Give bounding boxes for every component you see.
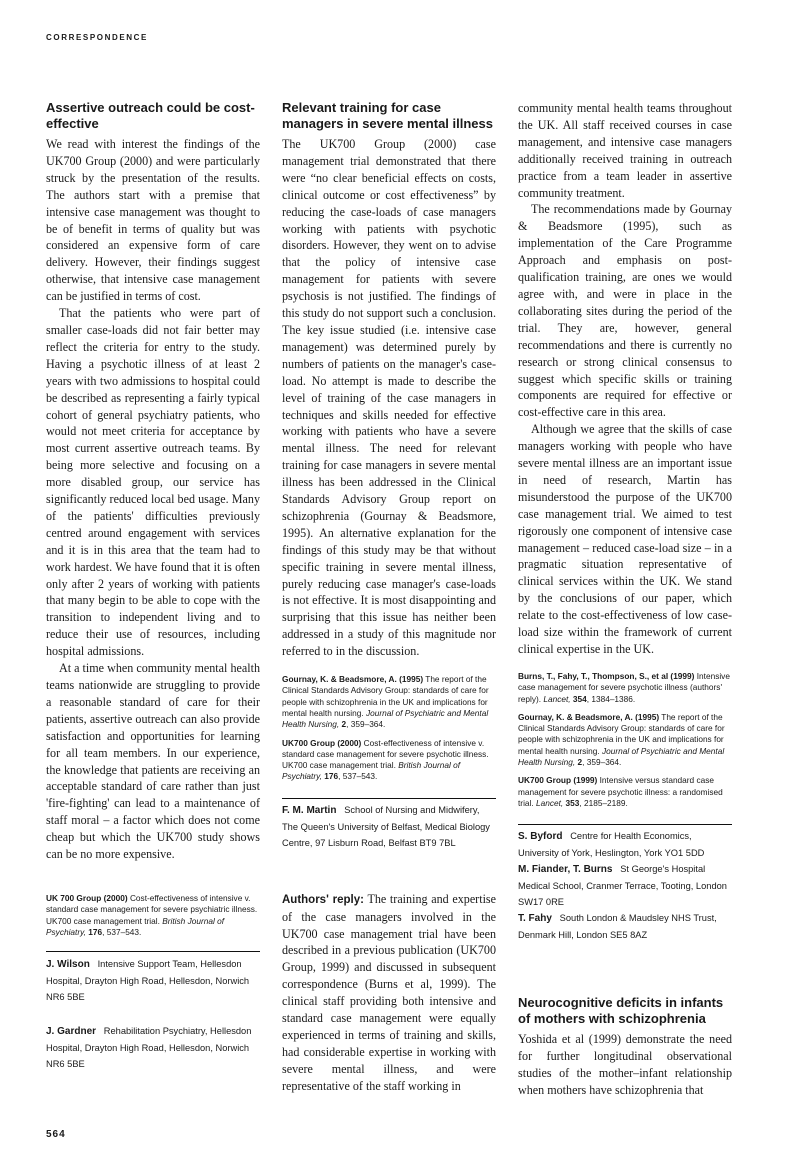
ref-pages: , 359–364. — [346, 719, 386, 730]
ref-journal: British Journal of Psychiatry, — [46, 915, 225, 937]
author-affiliation — [518, 861, 732, 910]
ref-text: The report of the Clinical Standards Advisory Group: standards of care for people with schizophrenia in the UK and implications for mental health nursing. — [282, 674, 489, 718]
author-address: Intensive Support Team, Hellesdon Hospital, Drayton High Road, Hellesdon, Norwich NR6 5BE — [46, 959, 250, 1003]
ref-volume: 353 — [565, 797, 580, 808]
divider — [46, 951, 260, 952]
divider — [282, 798, 496, 799]
paragraph: community mental health teams throughout the UK. All staff received courses in case management, and intensive case managers additionally received training in outreach practice from a team leader in assertive community treatment. — [518, 101, 732, 200]
author-address: St George's Hospital Medical School, Cranmer Terrace, Tooting, London SW17 0RE — [518, 864, 727, 908]
author-name: J. Gardner — [46, 1026, 97, 1038]
reference — [46, 893, 260, 938]
author-affiliation — [518, 910, 732, 943]
author-address: Centre for Health Economics, University of York, Heslington, York YO1 5DD — [518, 831, 705, 859]
ref-text: Cost-effectiveness of intensive v. standard case management for severe psychiatric illness. UK700 case management trial. — [46, 892, 258, 926]
column-1 — [46, 100, 260, 1072]
author-name: T. Fahy — [518, 913, 552, 925]
author-affiliation — [282, 802, 496, 851]
ref-text: Intensive versus standard case management for severe psychotic illness: a randomised trial. — [518, 775, 723, 808]
author-affiliation — [46, 956, 260, 1005]
ref-volume: 176 — [88, 926, 103, 937]
ref-journal: Lancet, — [543, 693, 571, 704]
paragraph: Although we agree that the skills of case managers working with people who have severe mental illness are an important issue in need of research, Martin has misunderstood the purpose of the UK700 case management trial. We aimed to test rigorously one component of intensive case management – reduced case-load size – in a pragmatic situation representative of clinical services within the UK. We stand by the conclusions of our paper, which relate to the cost-effectiveness of low case-load size within the framework of current clinical expertise in the UK. — [518, 422, 732, 656]
reply-text: The training and expertise of the case managers involved in the UK700 case management trial have been described in a previous publication (UK700 Group, 1999) and discussed in subsequent correspondence (Burns et al, 1999). The clinical staff providing both intensive and standard case management were equally experienced in terms of training and skills, had considerable expertise in working with severe mental illness, and were representative of the staff working in — [282, 891, 497, 1093]
article-title: Relevant training for case managers in severe mental illness — [282, 100, 493, 131]
reference — [518, 712, 732, 768]
ref-pages: , 537–543. — [102, 926, 142, 937]
reference — [518, 775, 732, 809]
ref-text: Cost-effectiveness of intensive v. standard case management for severe psychotic illness. UK700 case management trial. — [282, 737, 489, 771]
article-body — [282, 136, 496, 660]
ref-authors: UK 700 Group (2000) — [46, 892, 128, 903]
author-affiliation — [518, 828, 732, 861]
ref-text: The report of the Clinical Standards Advisory Group: standards of care for people with schizophrenia in the UK and implications for mental health nursing. — [518, 711, 725, 756]
author-name: F. M. Martin — [282, 804, 337, 816]
page-number: 564 — [46, 1129, 66, 1140]
columns — [46, 100, 732, 1099]
author-name: S. Byford — [518, 831, 563, 843]
authors-reply — [282, 891, 496, 1095]
running-head: CORRESPONDENCE — [46, 33, 148, 42]
ref-pages: , 1384–1386. — [586, 693, 636, 704]
ref-journal: British Journal of Psychiatry, — [282, 760, 461, 782]
ref-volume: 2 — [341, 719, 347, 730]
paragraph: That the patients who were part of smaller case-loads did not fair better may reflect the criteria for entry to the study. Having a psychotic illness of at least 2 years with two admissions to hospital could be described as representing a fairly typical cohort of general psychiatry patients, who would not meet criteria for acceptance by most current assertive outreach teams. By being more selective and focusing on a more disabled group, our service has significantly reduced local bed usage. Many of the patients' difficulties previously centred around engagement with services and it is in this area that the team had to work hardest. We have found that it is often only after 2 years of working with patients that many begin to be able to cope with the transition to independent living and to reduce their use of resources, including hospital admissions. — [46, 306, 260, 659]
ref-volume: 2 — [577, 756, 583, 767]
ref-text: Intensive case management for severe psychotic illness (authors' reply). — [518, 670, 730, 704]
next-article — [518, 995, 732, 1099]
paragraph: The UK700 Group (2000) case management trial demonstrated that there were “no clear beneficial effects on costs, clinical outcome or cost effectiveness” by reducing the case-loads of case managers working with patients with psychotic disorders. However, they went on to advise that the policy of intensive case management for patients with severe psychosis is not justified. The findings of this study do not support such a conclusion. The key issue studied (i.e. intensive case management) was determined purely by numbers of patients on the manager's case-load. No attempt is made to describe the level of training of the case managers in techniques and skills needed for effective working with patients who have a severe mental illness. The need for relevant training for case managers in severe mental illness has been addressed in the Clinical Standards Advisory Group report on schizophrenia (Gournay & Beadsmore, 1995). An alternative explanation for the findings of this study may be that without specific training in severe mental illness, purely reducing case manager's case-loads is not effective. It is most disappointing and surprising that this issue has neither been addressed in a study of this magnitude nor referred to in the discussion. — [282, 137, 496, 659]
paragraph: Yoshida et al (1999) demonstrate the need for further longitudinal observational studies of the mother–infant relationship when mothers have schizophrenia that — [518, 1032, 732, 1097]
column-3 — [518, 100, 732, 1099]
reference — [518, 671, 732, 705]
ref-authors: Gournay, K. & Beadsmore, A. (1995) — [518, 711, 660, 722]
article-title: Neurocognitive deficits in infants of mothers with schizophrenia — [518, 995, 724, 1027]
article-body — [518, 100, 732, 658]
column-2 — [282, 100, 496, 1095]
author-name: J. Wilson — [46, 959, 90, 971]
paragraph — [282, 891, 496, 1095]
paragraph: At a time when community mental health teams nationwide are struggling to provide a reasonable standard of care for their patients, assertive outreach can also provide satisfaction and opportunities for learning for all team members. In our experience, the knowledge that patients are receiving an acceptable standard of care rather than just 'fire-fighting' can lead to a maintenance of staff moral – a factor which does not come cheap but which the UK700 study shows can be no more expensive. — [46, 661, 260, 862]
reference — [282, 674, 496, 730]
ref-journal: Journal of Psychiatric and Mental Health Nursing, — [518, 745, 725, 767]
article-title: Assertive outreach could be cost-effective — [46, 100, 255, 131]
author-address: South London & Maudsley NHS Trust, Denmark Hill, London SE5 8AZ — [518, 913, 717, 941]
paragraph: We read with interest the findings of the UK700 Group (2000) and were particularly struck by the presentation of the results. The authors start with a premise that intensive case management was thought to be of benefit in terms of quality but was considered an expensive form of care delivery. However, their findings suggest otherwise, that intensive case management can be justified in terms of cost. — [46, 137, 260, 304]
divider — [518, 824, 732, 825]
article-body — [46, 136, 260, 863]
author-affiliation — [46, 1023, 260, 1072]
ref-authors: UK700 Group (1999) — [518, 775, 598, 786]
author-name: M. Fiander, T. Burns — [518, 864, 613, 876]
ref-authors: Gournay, K. & Beadsmore, A. (1995) — [282, 674, 424, 685]
ref-journal: Lancet, — [536, 797, 564, 808]
ref-authors: UK700 Group (2000) — [282, 737, 362, 748]
ref-pages: , 2185–2189. — [579, 797, 628, 808]
ref-volume: 354 — [572, 693, 587, 704]
ref-authors: Burns, T., Fahy, T., Thompson, S., et al (1999) — [518, 670, 695, 681]
author-address: Rehabilitation Psychiatry, Hellesdon Hospital, Drayton High Road, Hellesdon, Norwich NR6 5BE — [46, 1026, 252, 1070]
author-address: School of Nursing and Midwifery, The Queen's University of Belfast, Medical Biology Centre, 97 Lisburn Road, Belfast BT9 7BL — [282, 804, 490, 848]
ref-journal: Journal of Psychiatric and Mental Health Nursing, — [282, 707, 489, 730]
reference — [282, 738, 496, 783]
ref-pages: , 537–543. — [338, 771, 378, 782]
reply-label: Authors' reply: — [282, 893, 364, 906]
ref-pages: , 359–364. — [582, 756, 622, 767]
paragraph: The recommendations made by Gournay & Beadsmore (1995), such as implementation of the Care Programme Approach and emphasis on post-qualification training, are ones we would agree with, and were in place in the collaborating sites during the period of the trial. They are, however, general recommendations and there is currently no research or strong clinical consensus to suggest which specific skills or training components are required for effective or cost-effective care in this area. — [518, 202, 732, 420]
ref-volume: 176 — [324, 771, 339, 782]
